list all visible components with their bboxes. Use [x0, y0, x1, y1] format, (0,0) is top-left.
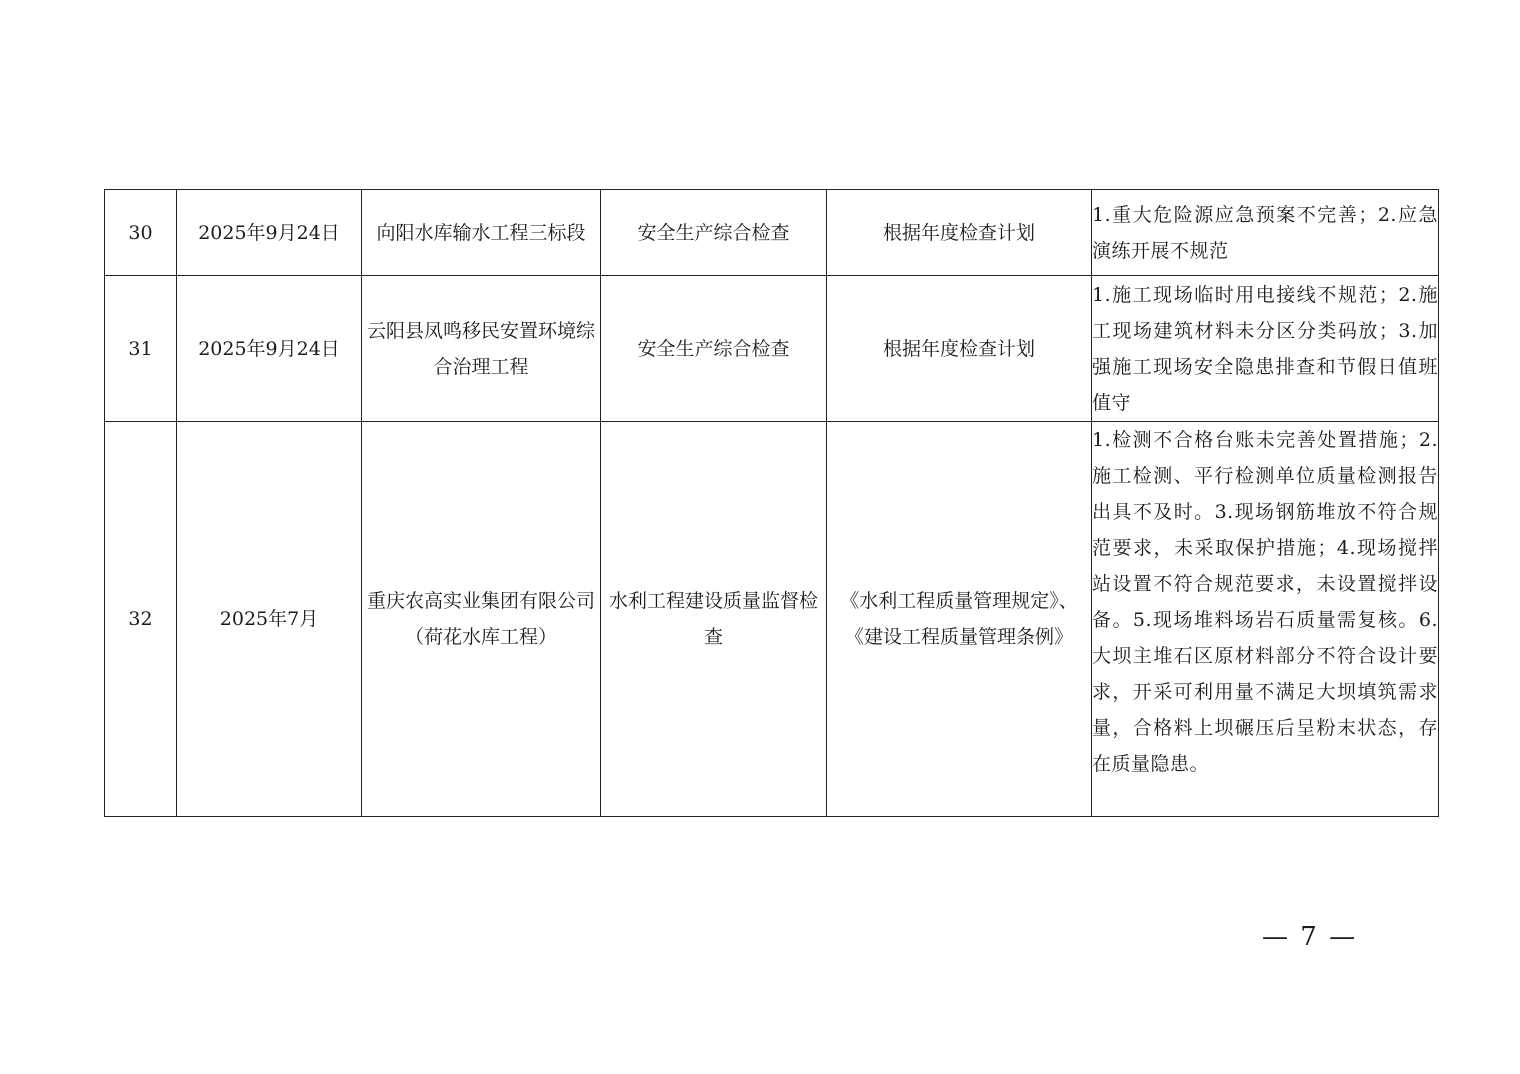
inspection-date-cell: 2025年9月24日: [177, 276, 362, 422]
inspected-unit-cell: 向阳水库输水工程三标段: [362, 190, 601, 276]
inspection-basis-cell: 根据年度检查计划: [827, 276, 1092, 422]
inspection-type-cell: 安全生产综合检查: [601, 276, 827, 422]
table-row: [105, 276, 1439, 422]
row-number-cell: 32: [105, 422, 177, 817]
table-row: [105, 422, 1439, 817]
inspected-unit-cell: 重庆农高实业集团有限公司（荷花水库工程）: [362, 422, 601, 817]
issues-cell: [1092, 190, 1439, 276]
inspected-unit-cell: 云阳县凤鸣移民安置环境综合治理工程: [362, 276, 601, 422]
inspection-basis-cell: 根据年度检查计划: [827, 190, 1092, 276]
inspection-date-cell: 2025年7月: [177, 422, 362, 817]
inspection-basis-cell: 《水利工程质量管理规定》、《建设工程质量管理条例》: [827, 422, 1092, 817]
table-row: [105, 190, 1439, 276]
inspection-type-cell: 安全生产综合检查: [601, 190, 827, 276]
row-number-cell: 30: [105, 190, 177, 276]
inspection-records-table: [104, 189, 1439, 817]
issues-cell: [1092, 422, 1439, 817]
issues-cell: [1092, 276, 1439, 422]
issues-text: 1.施工现场临时用电接线不规范；2.施工现场建筑材料未分区分类码放；3.加强施工现场安全隐患排查和节假日值班值守: [1092, 283, 1438, 414]
issues-text: 1.重大危险源应急预案不完善；2.应急演练开展不规范: [1092, 203, 1438, 262]
row-number-cell: 31: [105, 276, 177, 422]
inspection-date-cell: 2025年9月24日: [177, 190, 362, 276]
inspection-type-cell: 水利工程建设质量监督检查: [601, 422, 827, 817]
issues-text: 1.检测不合格台账未完善处置措施；2.施工检测、平行检测单位质量检测报告出具不及时。3.现场钢筋堆放不符合规范要求，未采取保护措施；4.现场搅拌站设置不符合规范要求，未设置搅拌设备。5.现场堆料场岩石质量需复核。6.大坝主堆石区原材料部分不符合设计要求，开采可利用量不满足大坝填筑需求量，合格料上坝碾压后呈粉末状态，存在质量隐患。: [1092, 429, 1438, 775]
page-number: — 7 —: [1262, 922, 1358, 952]
